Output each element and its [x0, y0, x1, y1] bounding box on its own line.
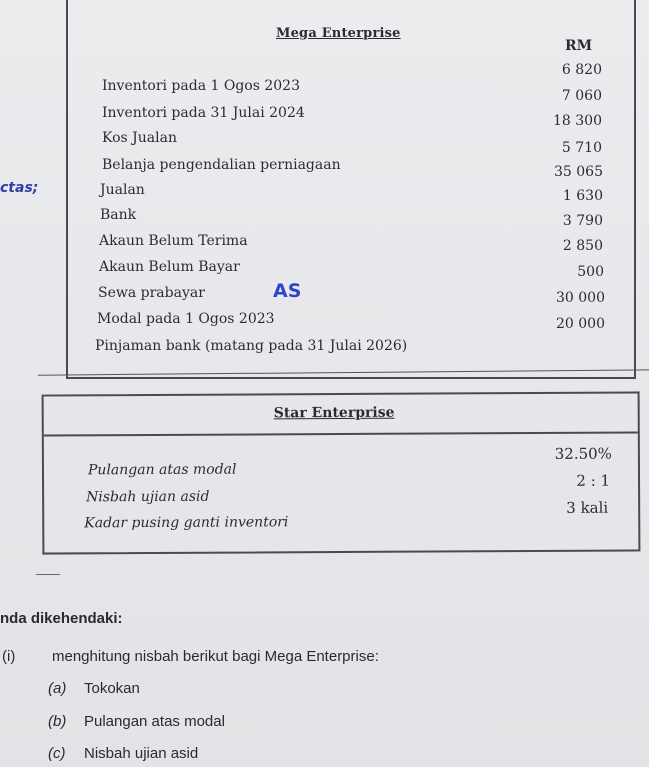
sub-item-text: Tokokan — [84, 680, 140, 697]
mega-enterprise-table — [66, 0, 636, 379]
star-row-value: 2 : 1 — [576, 471, 611, 490]
handwritten-margin-note: ctas; — [0, 180, 39, 196]
separator-rule — [36, 574, 60, 575]
mega-row-value: 7 060 — [561, 88, 602, 104]
sub-item-text: Pulangan atas modal — [84, 713, 225, 730]
mega-row-label: Belanja pengendalian perniagaan — [102, 157, 341, 173]
mega-row-value: 20 000 — [556, 316, 605, 332]
star-row-label: Nisbah ujian asid — [86, 488, 210, 506]
mega-row-label: Akaun Belum Bayar — [99, 259, 240, 275]
mega-row-label: Inventori pada 1 Ogos 2023 — [102, 78, 300, 94]
mega-row-value: 30 000 — [556, 290, 605, 306]
mega-row-label: Sewa prabayar — [98, 285, 205, 301]
star-row-value: 3 kali — [566, 498, 609, 517]
mega-row-value: 5 710 — [561, 140, 602, 156]
sub-item-text: Nisbah ujian asid — [84, 745, 199, 762]
table-bottom-rule — [38, 369, 649, 375]
mega-row-value: 35 065 — [554, 164, 603, 180]
star-row-label: Pulangan atas modal — [87, 461, 237, 479]
mega-row-label: Akaun Belum Terima — [99, 233, 248, 249]
currency-header: RM — [565, 38, 593, 54]
handwritten-annotation: AS — [273, 280, 302, 302]
sub-item-marker: (c) — [48, 745, 66, 762]
mega-row-label: Inventori pada 31 Julai 2024 — [102, 105, 305, 121]
mega-row-value: 3 790 — [562, 213, 603, 229]
question-heading: nda dikehendaki: — [0, 610, 123, 627]
mega-row-value: 500 — [577, 264, 604, 280]
mega-row-value: 2 850 — [562, 238, 603, 254]
star-enterprise-table — [42, 391, 641, 554]
mega-row-label: Jualan — [100, 182, 145, 198]
star-row-value: 32.50% — [554, 444, 612, 463]
mega-row-value: 6 820 — [561, 62, 602, 78]
mega-row-value: 18 300 — [553, 113, 602, 129]
mega-row-label: Pinjaman bank (matang pada 31 Julai 2026) — [95, 338, 408, 354]
sub-item-marker: (a) — [48, 680, 67, 697]
mega-row-value: 1 630 — [562, 188, 603, 204]
question-item-text: menghitung nisbah berikut bagi Mega Enterprise: — [52, 648, 379, 665]
mega-row-label: Kos Jualan — [102, 130, 177, 146]
mega-table-title: Mega Enterprise — [276, 26, 401, 41]
mega-row-label: Modal pada 1 Ogos 2023 — [97, 311, 275, 327]
star-row-label: Kadar pusing ganti inventori — [84, 514, 289, 532]
question-item-number: (i) — [2, 648, 16, 665]
table-divider — [44, 431, 638, 436]
star-table-title: Star Enterprise — [273, 404, 395, 422]
sub-item-marker: (b) — [48, 713, 67, 730]
mega-row-label: Bank — [100, 207, 137, 223]
